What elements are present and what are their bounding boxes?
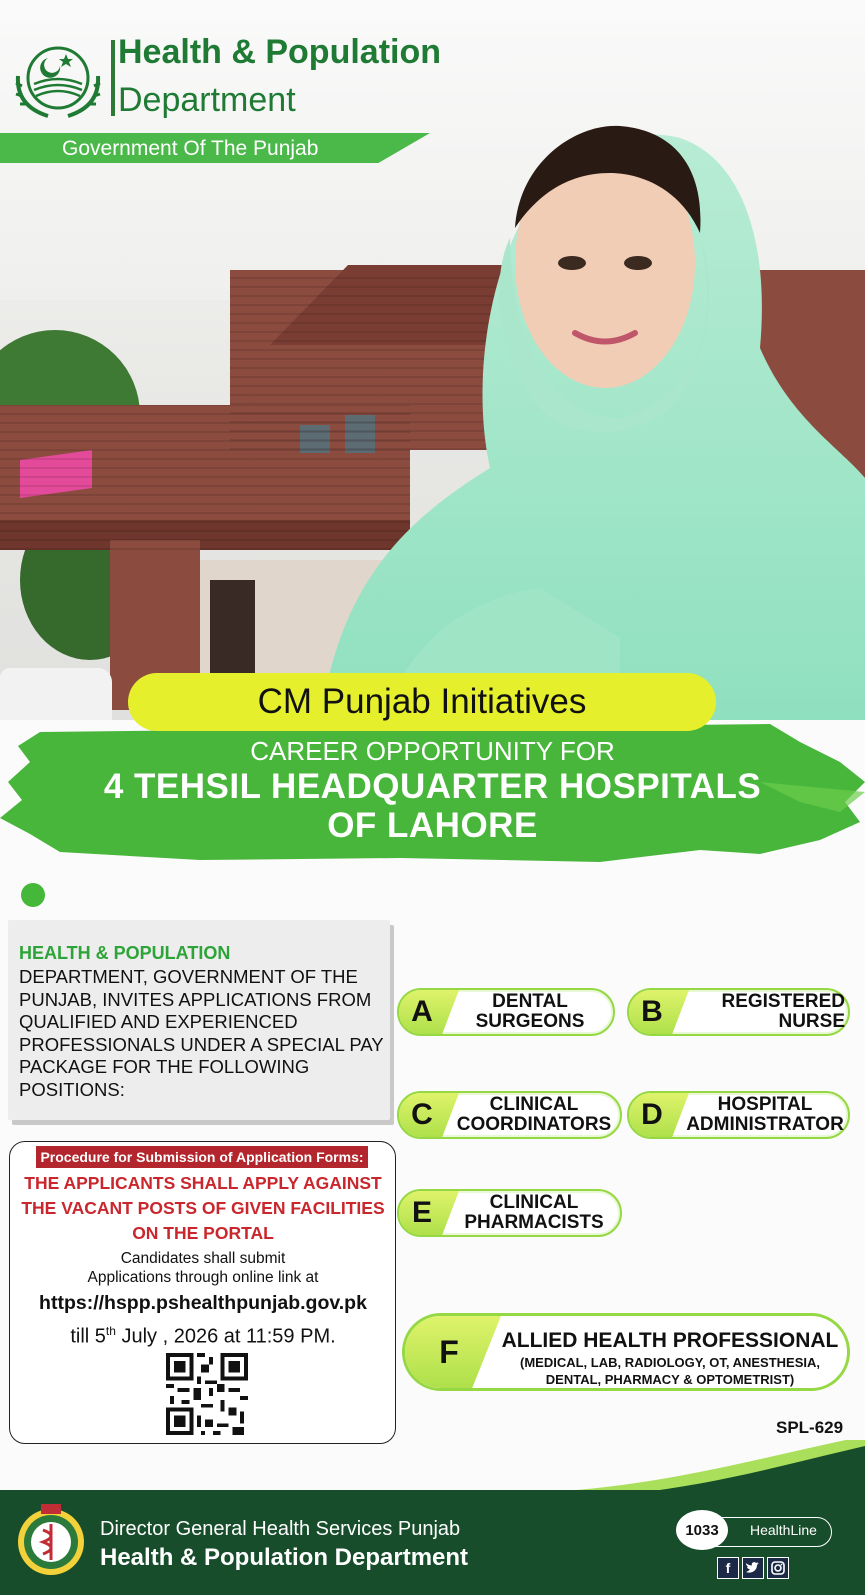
portrait-image	[320, 118, 865, 720]
twitter-icon[interactable]	[742, 1557, 764, 1579]
department-subtitle: Department	[118, 81, 296, 119]
facebook-icon[interactable]: f	[717, 1557, 739, 1579]
position-line: CLINICAL	[489, 1094, 579, 1115]
qr-code-icon[interactable]	[166, 1353, 248, 1435]
instagram-icon[interactable]	[767, 1557, 789, 1579]
position-c	[397, 1091, 622, 1139]
position-line: SURGEONS	[475, 1011, 585, 1032]
footer-department: Health & Population Department	[100, 1544, 469, 1571]
position-letter: C	[411, 1098, 433, 1131]
position-line: COORDINATORS	[456, 1114, 612, 1135]
deadline-prefix: till 5	[70, 1325, 106, 1348]
banner-line-3: OF LAHORE	[327, 806, 538, 845]
banner-line-1: CAREER OPPORTUNITY FOR	[250, 736, 615, 766]
reference-code: SPL-629	[776, 1418, 844, 1437]
helpline-number[interactable]: 1033	[676, 1510, 728, 1550]
procedure-label: Procedure for Submission of Application Forms:	[36, 1146, 368, 1168]
department-title: Health & Population	[118, 33, 441, 71]
position-line: PHARMACISTS	[464, 1212, 604, 1233]
banner-line-2: 4 TEHSIL HEADQUARTER HOSPITALS	[103, 767, 762, 806]
application-link[interactable]: https://hspp.pshealthpunjab.gov.pk	[39, 1292, 367, 1314]
position-label	[451, 1191, 617, 1235]
position-b	[627, 988, 850, 1036]
position-letter: D	[641, 1098, 663, 1131]
position-line: DENTAL	[492, 991, 568, 1012]
position-letter: E	[411, 1196, 432, 1229]
van-image	[0, 668, 112, 720]
intro-body: DEPARTMENT, GOVERNMENT OF THE PUNJAB, INVITES APPLICATIONS FROM QUALIFIED AND EXPERIENCED PROFESSIONALS UNDER A SPECIAL PAY PACKAGE FOR THE FOLLOWING POSITIONS:	[19, 966, 384, 1100]
position-line: NURSE	[778, 1011, 845, 1032]
procedure-instruction: THE APPLICANTS SHALL APPLY AGAINST THE VACANT POSTS OF GIVEN FACILITIES ON THE PORTAL	[21, 1173, 385, 1243]
government-label: Government Of The Punjab	[62, 137, 319, 160]
position-f	[402, 1313, 850, 1391]
header-divider	[111, 40, 115, 116]
helpline-label: HealthLine	[750, 1522, 817, 1538]
position-label	[451, 1093, 617, 1137]
position-label	[689, 990, 849, 1034]
bullet-dot	[21, 883, 45, 907]
position-detail-line: DENTAL, PHARMACY & OPTOMETRIST)	[545, 1372, 795, 1387]
position-letter: A	[411, 995, 433, 1028]
initiative-pill: CM Punjab Initiatives	[128, 673, 716, 731]
instagram-glyph-icon	[771, 1561, 785, 1575]
hero-section	[0, 0, 865, 720]
procedure-candidates	[18, 1249, 388, 1287]
position-detail	[495, 1354, 845, 1388]
position-line: REGISTERED	[721, 991, 845, 1012]
deadline-date	[18, 1318, 388, 1350]
position-label	[455, 990, 605, 1034]
position-line: CLINICAL	[489, 1192, 579, 1213]
candidates-line-1: Candidates shall submit	[120, 1250, 286, 1267]
position-label: ALLIED HEALTH PROFESSIONAL	[501, 1329, 839, 1352]
health-department-emblem-icon	[14, 1500, 88, 1580]
position-d	[627, 1091, 850, 1139]
position-e	[397, 1189, 622, 1237]
deadline-sup: th	[105, 1324, 116, 1338]
position-line: HOSPITAL	[717, 1094, 813, 1115]
position-letter: F	[439, 1333, 459, 1370]
position-a	[397, 988, 615, 1036]
footer-directorate: Director General Health Services Punjab	[100, 1518, 461, 1540]
position-line: ADMINISTRATOR	[686, 1114, 844, 1135]
intro-heading: HEALTH & POPULATION	[19, 943, 231, 963]
twitter-bird-icon	[746, 1562, 760, 1574]
position-letter: B	[641, 995, 663, 1028]
position-detail-line: (MEDICAL, LAB, RADIOLOGY, OT, ANESTHESIA,	[520, 1355, 820, 1370]
deadline-suffix: July , 2026 at 11:59 PM.	[115, 1325, 336, 1348]
punjab-emblem-icon	[8, 36, 108, 122]
position-label	[681, 1093, 849, 1137]
candidates-line-2: Applications through online link at	[87, 1269, 319, 1286]
